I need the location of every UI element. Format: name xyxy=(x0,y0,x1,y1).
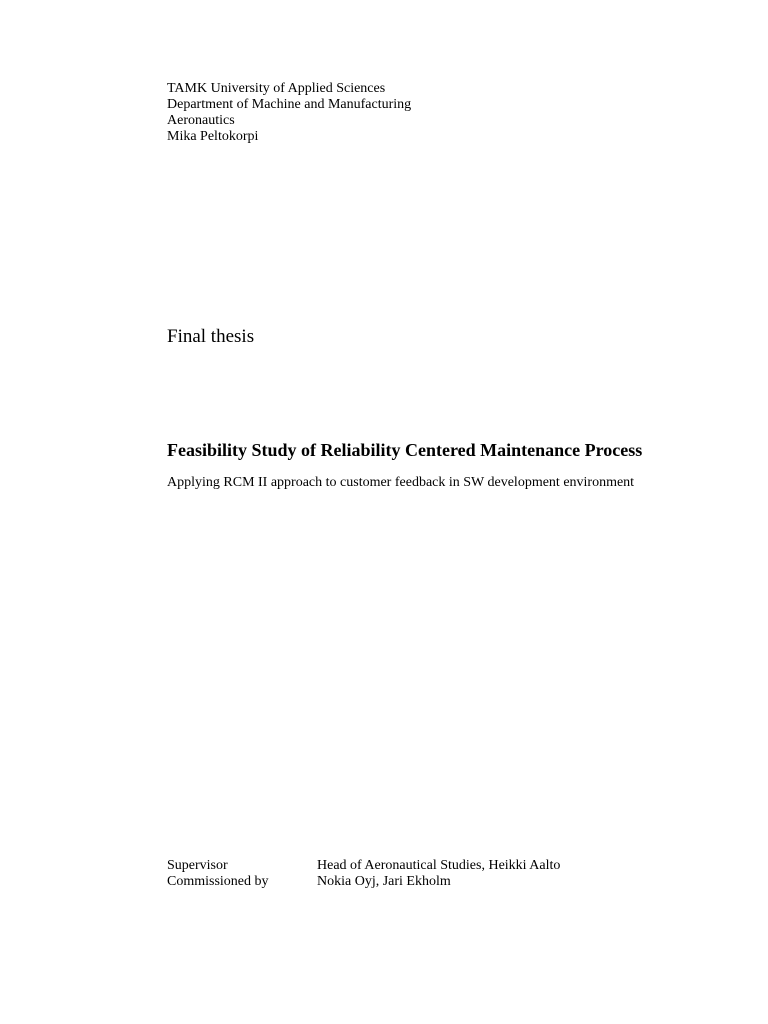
program-name: Aeronautics xyxy=(167,113,235,128)
credit-role: Supervisor xyxy=(167,858,228,873)
author-name: Mika Peltokorpi xyxy=(167,129,259,144)
thesis-subtitle: Applying RCM II approach to customer feedback in SW development environment xyxy=(167,475,635,490)
credits-block xyxy=(167,858,560,890)
credit-value: Head of Aeronautical Studies, Heikki Aalto xyxy=(317,858,561,873)
header-block xyxy=(167,81,411,145)
credit-role: Commissioned by xyxy=(167,874,269,889)
institution-name: TAMK University of Applied Sciences xyxy=(167,81,386,96)
credit-value: Nokia Oyj, Jari Ekholm xyxy=(317,874,451,889)
thesis-title: Feasibility Study of Reliability Centered Maintenance Process xyxy=(167,440,643,460)
document-type: Final thesis xyxy=(167,326,255,347)
department-name: Department of Machine and Manufacturing xyxy=(167,97,412,112)
credit-row-supervisor xyxy=(167,858,560,874)
credit-row-commissioned-by xyxy=(167,874,560,890)
